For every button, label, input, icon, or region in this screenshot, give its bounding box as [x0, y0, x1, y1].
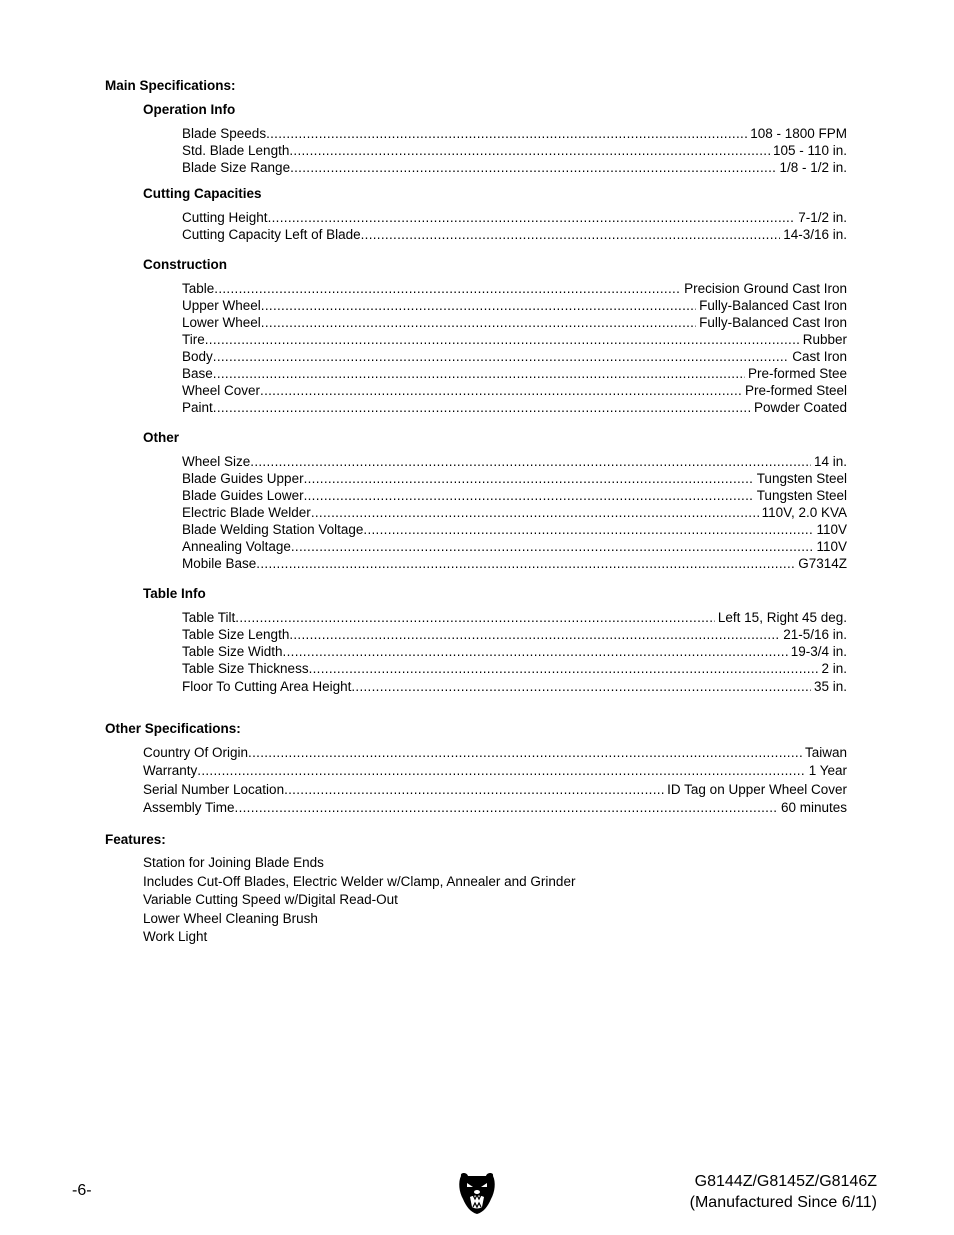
spec-label: Floor To Cutting Area Height — [182, 679, 352, 694]
spec-label: Blade Guides Upper — [182, 471, 304, 486]
spec-label: Assembly Time — [143, 800, 235, 815]
spec-row — [182, 280, 847, 297]
spec-value: Pre-formed Steel — [744, 383, 847, 398]
spec-value: Fully-Balanced Cast Iron — [699, 315, 847, 330]
dot-leader — [235, 799, 778, 816]
spec-row — [182, 399, 847, 416]
dot-leader — [235, 609, 715, 626]
spec-row — [182, 453, 847, 470]
spec-value: 7-1/2 in. — [798, 210, 847, 225]
spec-label: Serial Number Location — [143, 782, 285, 797]
spec-value: 110V, 2.0 KVA — [761, 505, 847, 520]
dot-leader — [213, 365, 745, 382]
operation-info-heading: Operation Info — [143, 102, 236, 117]
spec-label: Table Size Length — [182, 627, 290, 642]
dot-leader — [260, 382, 742, 399]
spec-value: 14-3/16 in. — [783, 227, 847, 242]
spec-label: Tire — [182, 332, 205, 347]
dot-leader — [291, 538, 814, 555]
page-number: -6- — [72, 1182, 92, 1199]
spec-value: 19-3/4 in. — [790, 644, 847, 659]
feature-item: Work Light — [143, 929, 208, 944]
spec-label: Cutting Capacity Left of Blade — [182, 227, 361, 242]
dot-leader — [248, 744, 802, 761]
dot-leader — [213, 348, 789, 365]
spec-row — [182, 348, 847, 365]
dot-leader — [284, 781, 664, 798]
dot-leader — [256, 555, 795, 572]
spec-label: Blade Welding Station Voltage — [182, 522, 364, 537]
spec-label: Cutting Height — [182, 210, 268, 225]
spec-row — [182, 209, 847, 226]
dot-leader — [205, 331, 800, 348]
spec-row — [143, 799, 847, 816]
dot-leader — [283, 643, 788, 660]
dot-leader — [268, 209, 796, 226]
spec-label: Electric Blade Welder — [182, 505, 311, 520]
spec-value: Fully-Balanced Cast Iron — [699, 298, 847, 313]
spec-value: Rubber — [802, 332, 847, 347]
spec-label: Annealing Voltage — [182, 539, 291, 554]
spec-value: ID Tag on Upper Wheel Cover — [667, 782, 847, 797]
spec-row — [182, 142, 847, 159]
spec-row — [182, 521, 847, 538]
dot-leader — [361, 226, 781, 243]
spec-row — [182, 159, 847, 176]
other-heading: Other — [143, 430, 180, 445]
spec-value: 105 - 110 in. — [772, 143, 847, 158]
feature-item: Station for Joining Blade Ends — [143, 855, 324, 870]
features-heading: Features: — [105, 832, 166, 847]
dot-leader — [304, 487, 754, 504]
spec-label: Blade Size Range — [182, 160, 291, 175]
spec-row — [182, 609, 847, 626]
manufacture-date: (Manufactured Since 6/11) — [689, 1194, 877, 1211]
dot-leader — [290, 159, 776, 176]
dot-leader — [289, 142, 770, 159]
spec-row — [182, 487, 847, 504]
spec-row — [182, 314, 847, 331]
grizzly-bear-logo-icon — [458, 1172, 496, 1214]
model-numbers: G8144Z/G8145Z/G8146Z — [694, 1173, 877, 1190]
spec-row — [182, 555, 847, 572]
spec-value: 14 in. — [813, 454, 847, 469]
spec-value: Powder Coated — [753, 400, 847, 415]
spec-value: G7314Z — [798, 556, 847, 571]
feature-item: Lower Wheel Cleaning Brush — [143, 911, 318, 926]
spec-label: Table Tilt — [182, 610, 236, 625]
dot-leader — [311, 504, 759, 521]
spec-label: Blade Speeds — [182, 126, 267, 141]
spec-value: Left 15, Right 45 deg. — [717, 610, 847, 625]
dot-leader — [214, 280, 681, 297]
spec-row — [182, 643, 847, 660]
spec-row — [182, 331, 847, 348]
feature-item: Includes Cut-Off Blades, Electric Welder w/Clamp, Annealer and Grinder — [143, 874, 576, 889]
spec-value: Tungsten Steel — [756, 471, 847, 486]
spec-row — [182, 678, 847, 695]
spec-row — [182, 226, 847, 243]
dot-leader — [213, 399, 751, 416]
dot-leader — [266, 125, 747, 142]
spec-value: 35 in. — [813, 679, 847, 694]
spec-value: 60 minutes — [780, 800, 847, 815]
spec-label: Table Size Thickness — [182, 661, 309, 676]
spec-value: Cast Iron — [792, 349, 847, 364]
spec-row — [182, 660, 847, 677]
spec-row — [143, 762, 847, 779]
spec-value: Pre-formed Stee — [747, 366, 847, 381]
spec-value: 110V — [816, 539, 847, 554]
spec-label: Wheel Size — [182, 454, 251, 469]
dot-leader — [261, 314, 696, 331]
spec-row — [143, 781, 847, 798]
spec-value: 1 Year — [808, 763, 847, 778]
spec-label: Wheel Cover — [182, 383, 261, 398]
spec-row — [182, 297, 847, 314]
spec-row — [182, 365, 847, 382]
feature-item: Variable Cutting Speed w/Digital Read-Out — [143, 892, 398, 907]
dot-leader — [309, 660, 819, 677]
dot-leader — [197, 762, 805, 779]
spec-label: Blade Guides Lower — [182, 488, 304, 503]
spec-label: Std. Blade Length — [182, 143, 290, 158]
other-specifications-heading: Other Specifications: — [105, 721, 241, 736]
dot-leader — [289, 626, 780, 643]
spec-value: 1/8 - 1/2 in. — [779, 160, 847, 175]
spec-label: Upper Wheel — [182, 298, 261, 313]
spec-label: Base — [182, 366, 213, 381]
spec-label: Warranty — [143, 763, 198, 778]
dot-leader — [351, 678, 811, 695]
spec-row — [182, 538, 847, 555]
spec-row — [182, 504, 847, 521]
model-info — [690, 1171, 877, 1213]
dot-leader — [261, 297, 696, 314]
table-info-heading: Table Info — [143, 586, 206, 601]
construction-heading: Construction — [143, 257, 227, 272]
spec-row — [182, 125, 847, 142]
spec-value: Taiwan — [804, 745, 847, 760]
spec-label: Paint — [182, 400, 213, 415]
dot-leader — [363, 521, 813, 538]
spec-row — [143, 744, 847, 761]
spec-label: Mobile Base — [182, 556, 257, 571]
spec-row — [182, 626, 847, 643]
spec-value: Tungsten Steel — [756, 488, 847, 503]
main-specifications-heading: Main Specifications: — [105, 78, 236, 93]
spec-value: 108 - 1800 FPM — [750, 126, 847, 141]
spec-label: Country Of Origin — [143, 745, 249, 760]
spec-row — [182, 470, 847, 487]
spec-label: Lower Wheel — [182, 315, 261, 330]
dot-leader — [304, 470, 754, 487]
spec-value: Precision Ground Cast Iron — [684, 281, 847, 296]
spec-row — [182, 382, 847, 399]
dot-leader — [250, 453, 811, 470]
cutting-capacities-heading: Cutting Capacities — [143, 186, 262, 201]
spec-value: 2 in. — [821, 661, 847, 676]
spec-label: Table Size Width — [182, 644, 283, 659]
spec-value: 21-5/16 in. — [783, 627, 847, 642]
spec-label: Table — [182, 281, 215, 296]
spec-value: 110V — [816, 522, 847, 537]
spec-label: Body — [182, 349, 213, 364]
